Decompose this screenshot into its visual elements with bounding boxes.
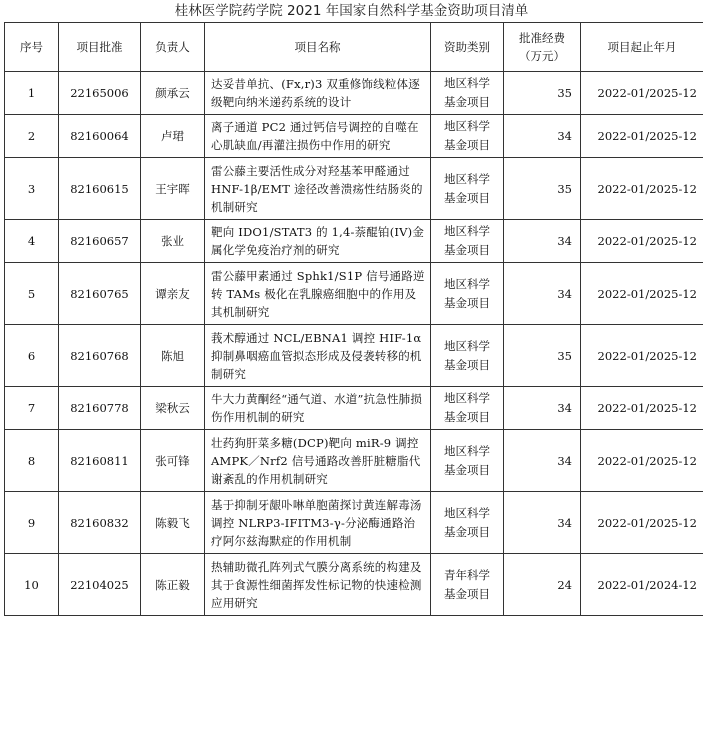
cell-period: 2022-01/2024-12 xyxy=(581,554,703,616)
cell-category xyxy=(431,158,504,220)
cell-period: 2022-01/2025-12 xyxy=(581,158,703,220)
table-row xyxy=(5,115,703,158)
cell-project-name: 牛大力黄酮经“通气道、水道”抗急性肺损伤作用机制的研究 xyxy=(205,387,431,430)
cell-leader: 张可锋 xyxy=(141,430,205,492)
header-category: 资助类别 xyxy=(431,23,504,72)
cell-project-name: 雷公藤甲素通过 Sphk1/S1P 信号通路逆转 TAMs 极化在乳腺癌细胞中的作用及其机制研究 xyxy=(205,263,431,325)
header-funding xyxy=(504,23,581,72)
cell-funding: 35 xyxy=(504,325,581,387)
header-funding-line1: 批准经费 xyxy=(519,31,565,45)
cell-approval: 82160765 xyxy=(59,263,141,325)
cell-funding: 35 xyxy=(504,72,581,115)
document-title: 桂林医学院药学院 2021 年国家自然科学基金资助项目清单 xyxy=(174,3,529,19)
cell-category-line2: 基金项目 xyxy=(444,243,490,257)
cell-funding: 34 xyxy=(504,115,581,158)
cell-project-name: 壮药狗肝菜多糖(DCP)靶向 miR-9 调控AMPK／Nrf2 信号通路改善肝脏糖脂代谢紊乱的作用机制研究 xyxy=(205,430,431,492)
cell-leader: 卢珺 xyxy=(141,115,205,158)
cell-period: 2022-01/2025-12 xyxy=(581,387,703,430)
cell-seq: 2 xyxy=(5,115,59,158)
cell-category-line2: 基金项目 xyxy=(444,95,490,109)
cell-approval: 82160811 xyxy=(59,430,141,492)
cell-funding: 24 xyxy=(504,554,581,616)
header-approval: 项目批准 xyxy=(59,23,141,72)
cell-seq: 9 xyxy=(5,492,59,554)
header-period: 项目起止年月 xyxy=(581,23,703,72)
table-row xyxy=(5,158,703,220)
cell-funding: 34 xyxy=(504,492,581,554)
cell-category-line1: 地区科学 xyxy=(444,443,490,458)
cell-category-line1: 青年科学 xyxy=(444,567,490,582)
cell-approval: 82160615 xyxy=(59,158,141,220)
table-row xyxy=(5,220,703,263)
cell-category-line1: 地区科学 xyxy=(444,391,490,405)
cell-category-line2: 基金项目 xyxy=(444,138,490,152)
cell-period: 2022-01/2025-12 xyxy=(581,263,703,325)
table-row xyxy=(5,430,703,492)
cell-period: 2022-01/2025-12 xyxy=(581,72,703,115)
cell-seq: 10 xyxy=(5,554,59,616)
header-leader: 负责人 xyxy=(141,23,205,72)
cell-funding: 34 xyxy=(504,430,581,492)
cell-seq: 7 xyxy=(5,387,59,430)
cell-category-line2: 基金项目 xyxy=(444,524,490,539)
cell-category xyxy=(431,220,504,263)
cell-approval: 82160768 xyxy=(59,325,141,387)
cell-seq: 1 xyxy=(5,72,59,115)
cell-project-name: 热辅助微孔阵列式气膜分离系统的构建及其于食源性细菌挥发性标记物的快速检测应用研究 xyxy=(205,554,431,616)
table-row xyxy=(5,72,703,115)
cell-project-name: 莪术醇通过 NCL/EBNA1 调控 HIF-1α 抑制鼻咽癌血管拟态形成及侵袭转移的机制研究 xyxy=(205,325,431,387)
cell-project-name: 基于抑制牙龈卟啉单胞菌探讨黄连解毒汤调控 NLRP3-IFITM3-γ-分泌酶通路治疗阿尔兹海默症的作用机制 xyxy=(205,492,431,554)
header-seq: 序号 xyxy=(5,23,59,72)
cell-category-line1: 地区科学 xyxy=(444,276,490,291)
cell-period: 2022-01/2025-12 xyxy=(581,325,703,387)
table-row xyxy=(5,492,703,554)
cell-approval: 82160064 xyxy=(59,115,141,158)
cell-project-name: 达妥昔单抗、(Fx,r)3 双重修饰线粒体逐级靶向纳米递药系统的设计 xyxy=(205,72,431,115)
cell-category-line2: 基金项目 xyxy=(444,586,490,601)
cell-seq: 4 xyxy=(5,220,59,263)
cell-approval: 22165006 xyxy=(59,72,141,115)
table-header-row xyxy=(5,23,703,72)
cell-category xyxy=(431,263,504,325)
cell-funding: 34 xyxy=(504,220,581,263)
cell-period: 2022-01/2025-12 xyxy=(581,492,703,554)
cell-funding: 35 xyxy=(504,158,581,220)
table-row xyxy=(5,387,703,430)
cell-project-name: 离子通道 PC2 通过钙信号调控的自噬在心肌缺血/再灌注损伤中作用的研究 xyxy=(205,115,431,158)
cell-leader: 王宇晖 xyxy=(141,158,205,220)
cell-category-line1: 地区科学 xyxy=(444,338,490,353)
cell-seq: 3 xyxy=(5,158,59,220)
cell-approval: 82160657 xyxy=(59,220,141,263)
cell-leader: 梁秋云 xyxy=(141,387,205,430)
table-row xyxy=(5,263,703,325)
header-funding-line2: （万元） xyxy=(519,49,565,63)
cell-period: 2022-01/2025-12 xyxy=(581,115,703,158)
cell-category xyxy=(431,115,504,158)
cell-funding: 34 xyxy=(504,387,581,430)
cell-seq: 6 xyxy=(5,325,59,387)
header-name: 项目名称 xyxy=(205,23,431,72)
cell-leader: 陈旭 xyxy=(141,325,205,387)
cell-project-name: 雷公藤主要活性成分对羟基苯甲醛通过 HNF-1β/EMT 途径改善溃疡性结肠炎的机制研究 xyxy=(205,158,431,220)
cell-category-line1: 地区科学 xyxy=(444,119,490,133)
cell-leader: 陈毅飞 xyxy=(141,492,205,554)
cell-leader: 陈正毅 xyxy=(141,554,205,616)
cell-category-line2: 基金项目 xyxy=(444,410,490,424)
cell-leader: 颜承云 xyxy=(141,72,205,115)
cell-category xyxy=(431,430,504,492)
cell-category-line1: 地区科学 xyxy=(444,171,490,186)
cell-approval: 82160832 xyxy=(59,492,141,554)
cell-period: 2022-01/2025-12 xyxy=(581,430,703,492)
cell-funding: 34 xyxy=(504,263,581,325)
cell-category-line2: 基金项目 xyxy=(444,462,490,477)
cell-approval: 82160778 xyxy=(59,387,141,430)
cell-leader: 谭亲友 xyxy=(141,263,205,325)
cell-approval: 22104025 xyxy=(59,554,141,616)
cell-category-line1: 地区科学 xyxy=(444,505,490,520)
cell-project-name: 靶向 IDO1/STAT3 的 1,4-萘醌铂(IV)金属化学免疫治疗剂的研究 xyxy=(205,220,431,263)
cell-category-line2: 基金项目 xyxy=(444,295,490,310)
cell-category xyxy=(431,325,504,387)
cell-category-line2: 基金项目 xyxy=(444,190,490,205)
cell-category-line2: 基金项目 xyxy=(444,357,490,372)
cell-category xyxy=(431,387,504,430)
table-row xyxy=(5,554,703,616)
project-table xyxy=(4,22,703,616)
cell-seq: 8 xyxy=(5,430,59,492)
cell-category-line1: 地区科学 xyxy=(444,76,490,90)
cell-category-line1: 地区科学 xyxy=(444,224,490,238)
cell-category xyxy=(431,554,504,616)
cell-period: 2022-01/2025-12 xyxy=(581,220,703,263)
cell-category xyxy=(431,492,504,554)
cell-leader: 张业 xyxy=(141,220,205,263)
cell-category xyxy=(431,72,504,115)
cell-seq: 5 xyxy=(5,263,59,325)
table-row xyxy=(5,325,703,387)
